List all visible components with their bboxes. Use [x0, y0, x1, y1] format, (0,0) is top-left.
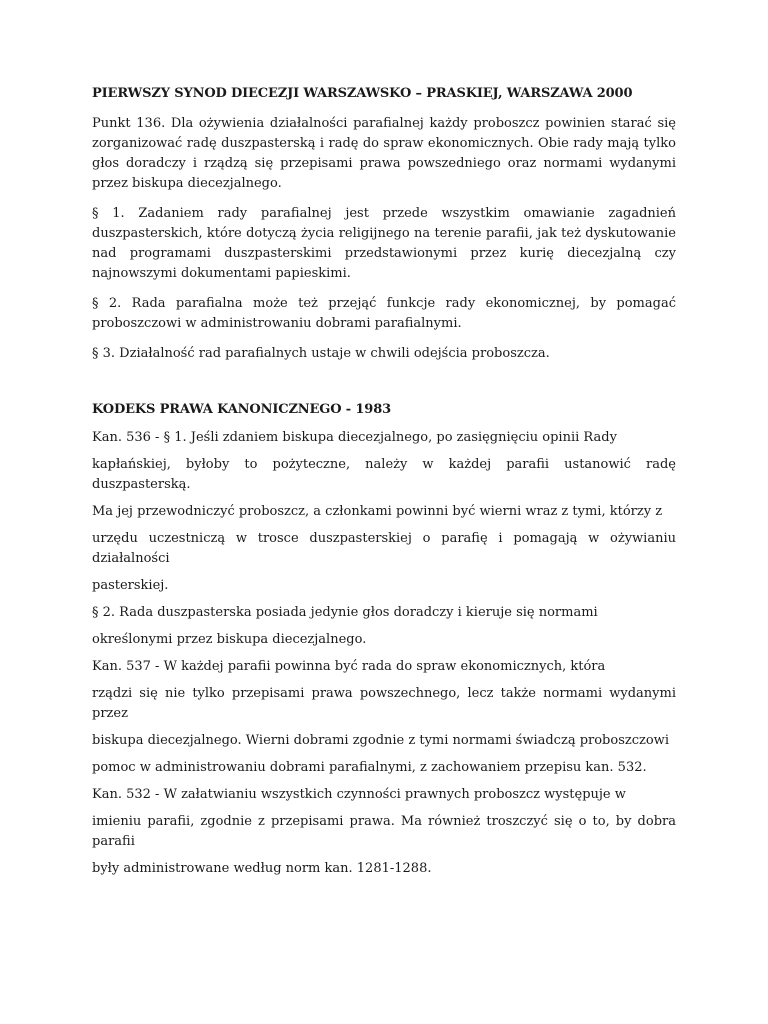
- codex-line-14: były administrowane według norm kan. 1281-1288.: [92, 861, 432, 876]
- codex-line-2: kapłańskiej, byłoby to pożyteczne, należy w każdej parafii ustanowić radę duszpasterską.: [92, 457, 676, 492]
- synod-paragraph-section-2: § 2. Rada parafialna może też przejąć funkcje rady ekonomicznej, by pomagać proboszczowi w administrowaniu dobrami parafialnymi.: [92, 296, 676, 331]
- codex-line-10: biskupa diecezjalnego. Wierni dobrami zgodnie z tymi normami świadczą proboszczowi: [92, 733, 669, 748]
- codex-line-4: urzędu uczestniczą w trosce duszpasterskiej o parafię i pomagają w ożywianiu działalności: [92, 531, 676, 566]
- document-page: [92, 84, 676, 886]
- synod-heading: PIERWSZY SYNOD DIECEZJI WARSZAWSKO – PRASKIEJ, WARSZAWA 2000: [92, 86, 633, 101]
- synod-paragraph-section-1: § 1. Zadaniem rady parafialnej jest przede wszystkim omawianie zagadnień duszpasterskich, które dotyczą życia religijnego na terenie parafii, jak też dyskutowanie nad programami duszpasterskimi przedstawionymi przez kurię diecezjalną czy najnowszymi dokumentami papieskimi.: [92, 206, 676, 281]
- section-spacer: [92, 374, 676, 400]
- codex-line-9: rządzi się nie tylko przepisami prawa powszechnego, lecz także normami wydanymi przez: [92, 686, 676, 721]
- codex-line-6: § 2. Rada duszpasterska posiada jedynie głos doradczy i kieruje się normami: [92, 605, 598, 620]
- codex-line-12: Kan. 532 - W załatwianiu wszystkich czynności prawnych proboszcz występuje w: [92, 787, 626, 802]
- codex-line-3: Ma jej przewodniczyć proboszcz, a członkami powinni być wierni wraz z tymi, którzy z: [92, 504, 663, 519]
- codex-line-13: imieniu parafii, zgodnie z przepisami prawa. Ma również troszczyć się o to, by dobra parafii: [92, 814, 676, 849]
- codex-heading: KODEKS PRAWA KANONICZNEGO - 1983: [92, 402, 391, 417]
- codex-line-1: Kan. 536 - § 1. Jeśli zdaniem biskupa diecezjalnego, po zasięgnięciu opinii Rady: [92, 430, 617, 445]
- codex-line-11: pomoc w administrowaniu dobrami parafialnymi, z zachowaniem przepisu kan. 532.: [92, 760, 647, 775]
- codex-line-7: określonymi przez biskupa diecezjalnego.: [92, 632, 367, 647]
- synod-paragraph-section-3: § 3. Działalność rad parafialnych ustaje w chwili odejścia proboszcza.: [92, 346, 550, 361]
- synod-paragraph-punkt-136: Punkt 136. Dla ożywienia działalności parafialnej każdy proboszcz powinien starać się zorganizować radę duszpasterską i radę do spraw ekonomicznych. Obie rady mają tylko głos doradczy i rządzą się przepisami prawa powszedniego oraz normami wydanymi przez biskupa diecezjalnego.: [92, 116, 676, 191]
- codex-line-8: Kan. 537 - W każdej parafii powinna być rada do spraw ekonomicznych, która: [92, 659, 606, 674]
- codex-line-5: pasterskiej.: [92, 578, 169, 593]
